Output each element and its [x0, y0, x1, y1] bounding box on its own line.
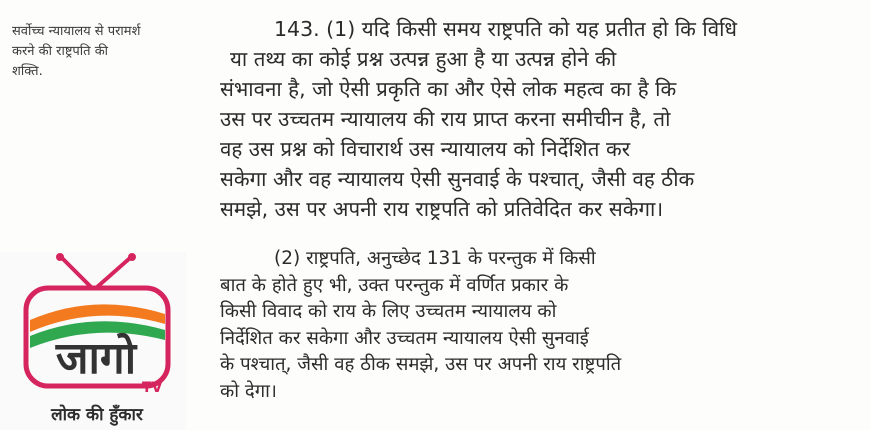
article-143-clause-1: [220, 14, 737, 224]
text-line: संभावना है, जो ऐसी प्रकृति का और ऐसे लोक महत्व का है कि: [220, 77, 677, 101]
logo-suffix: TV: [142, 380, 163, 396]
text-line: 143. (1) यदि किसी समय राष्ट्रपति को यह प्रतीत हो कि विधि: [274, 17, 738, 41]
text-line: को देगा।: [220, 380, 277, 402]
text-line: वह उस प्रश्न को विचारार्थ उस न्यायालय को निर्देशित कर: [220, 137, 631, 161]
margin-note-line: शक्ति.: [12, 64, 43, 79]
logo-name: जागो: [55, 333, 137, 384]
margin-note-line: सर्वोच्च न्यायालय से परामर्श: [12, 24, 141, 39]
text-line: उस पर उच्चतम न्यायालय की राय प्राप्त करना समीचीन है, तो: [220, 107, 671, 131]
jago-tv-logo: [0, 252, 186, 430]
text-line: बात के होते हुए भी, उक्त परन्तुक में वर्णित प्रकार के: [220, 274, 569, 296]
text-line: किसी विवाद को राय के लिए उच्चतम न्यायालय को: [220, 301, 557, 322]
text-line: निर्देशित कर सकेगा और उच्चतम न्यायालय ऐसी सुनवाई: [220, 327, 589, 349]
margin-note: [12, 22, 202, 82]
text-line: या तथ्य का कोई प्रश्न उत्पन्न हुआ है या उत्पन्न होने की: [230, 47, 617, 71]
margin-note-line: करने की राष्ट्रपति की: [12, 44, 109, 59]
text-line: समझे, उस पर अपनी राय राष्ट्रपति को प्रतिवेदित कर सकेगा।: [220, 197, 664, 221]
article-143-clause-2: [220, 246, 621, 405]
text-line: (2) राष्ट्रपति, अनुच्छेद 131 के परन्तुक में किसी: [274, 248, 596, 269]
logo-tagline: लोक की हुँकार: [51, 405, 143, 425]
text-line: के पश्चात्, जैसी वह ठीक समझे, उस पर अपनी राय राष्ट्रपति: [220, 354, 622, 375]
text-line: सकेगा और वह न्यायालय ऐसी सुनवाई के पश्चात्, जैसी वह ठीक: [220, 167, 695, 191]
